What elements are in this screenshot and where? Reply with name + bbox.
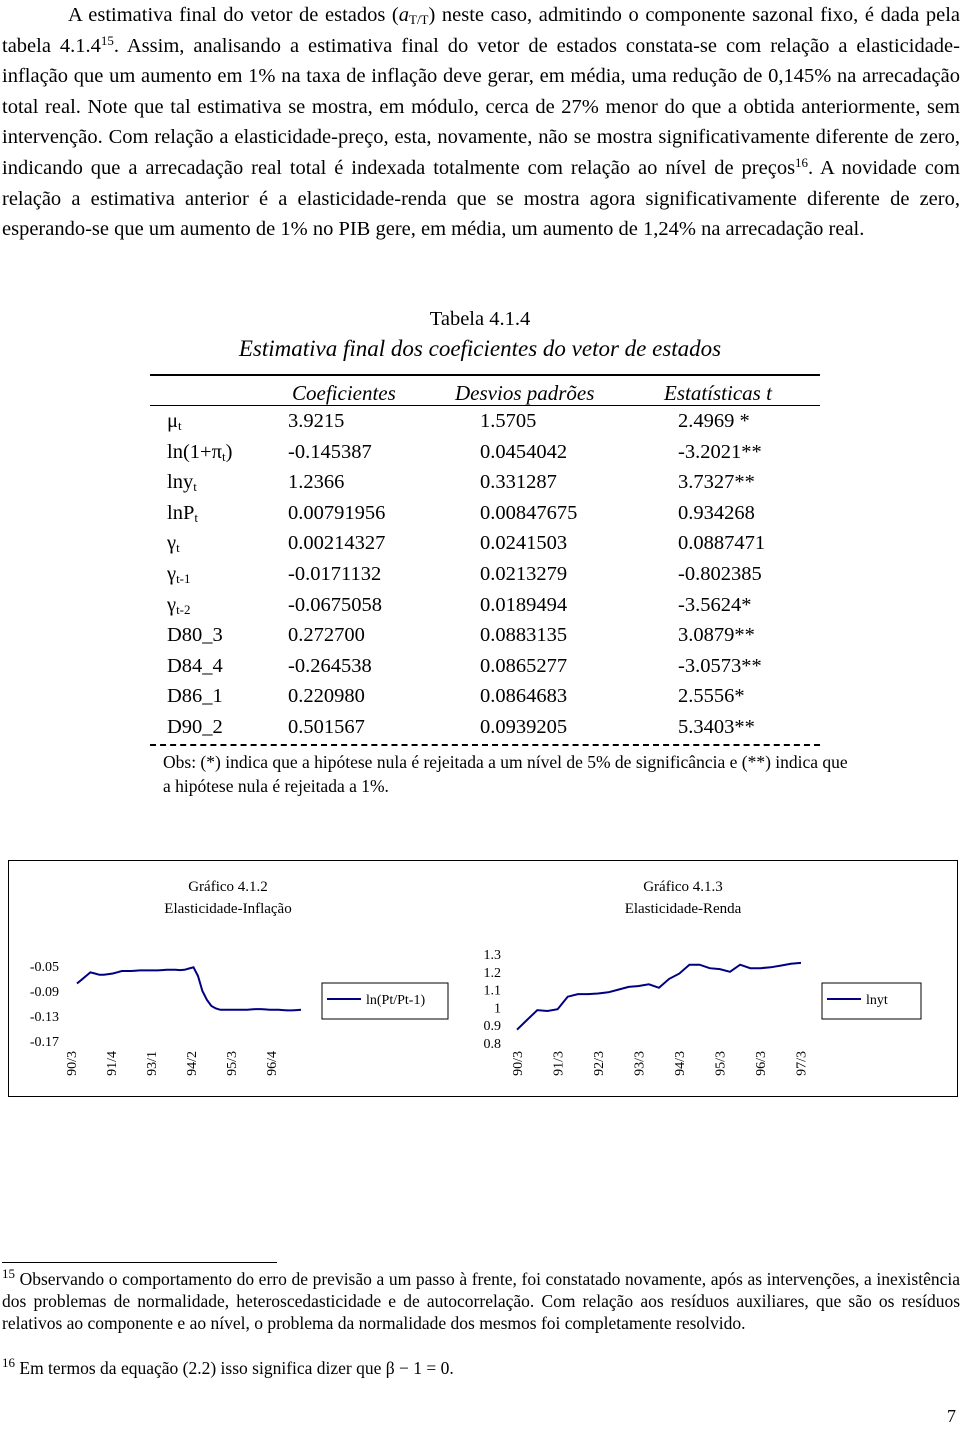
x-tick-label: 93/1	[145, 1051, 160, 1076]
cell-tstat: -3.2021**	[678, 440, 762, 463]
table-row	[150, 563, 820, 594]
y-tick-label: -0.09	[29, 985, 59, 1000]
row-symbol: ln(1+π	[167, 440, 222, 463]
footnote-15	[2, 1266, 960, 1334]
table-row	[150, 441, 820, 472]
table-row	[150, 532, 820, 563]
table-row	[150, 594, 820, 625]
row-symbol: lnP	[167, 501, 195, 524]
cell-sd: 0.331287	[480, 471, 557, 494]
row-label	[167, 563, 191, 586]
x-tick-label: 91/4	[105, 1051, 120, 1076]
header-tstat: Estatísticas t	[664, 381, 772, 405]
table-row	[150, 471, 820, 502]
x-tick-label: 93/3	[632, 1051, 648, 1076]
row-label	[167, 685, 223, 708]
cell-tstat: 0.934268	[678, 501, 755, 524]
row-label	[167, 532, 180, 555]
chart2-title: Gráfico 4.1.3	[643, 879, 723, 895]
row-symbol: D90_2	[167, 716, 223, 738]
footnote-16-text: Em termos da equação (2.2) isso significa dizer que β − 1 = 0.	[15, 1358, 454, 1378]
row-symbol-subscript: t-1	[176, 571, 191, 586]
row-label	[167, 716, 223, 739]
state-vector-subscript: T/T	[409, 12, 429, 27]
cell-sd: 0.0454042	[480, 440, 568, 463]
cell-tstat: 0.0887471	[678, 532, 766, 555]
y-tick-label: -0.05	[29, 960, 59, 975]
cell-coef: 3.9215	[288, 410, 345, 432]
y-tick-label: 1	[494, 1001, 501, 1017]
chart2-legend-label: lnyt	[866, 993, 888, 1008]
row-symbol-subscript: t	[221, 448, 226, 464]
cell-tstat: 2.5556*	[678, 685, 745, 708]
cell-sd: 1.5705	[480, 410, 537, 432]
table-title: Estimativa final dos coeficientes do vetor de estados	[238, 336, 722, 361]
table-row	[150, 685, 820, 716]
footnote-16-number: 16	[2, 1355, 15, 1370]
cell-coef: -0.264538	[288, 654, 372, 677]
row-label	[167, 655, 223, 678]
charts-frame	[8, 860, 958, 1097]
cell-coef: -0.0171132	[288, 563, 382, 585]
x-tick-label: 94/2	[185, 1051, 200, 1076]
row-symbol: D86_1	[167, 685, 223, 708]
page-number: 7	[947, 1406, 956, 1426]
series-line	[77, 967, 301, 1010]
chart1-subtitle: Elasticidade-Inflação	[164, 901, 292, 917]
x-tick-label: 90/3	[511, 1051, 526, 1076]
row-symbol: γ	[167, 563, 177, 585]
footnote-15-number: 15	[2, 1266, 15, 1281]
table-row	[150, 624, 820, 655]
row-symbol-subscript: t-2	[176, 601, 191, 617]
cell-coef: 0.220980	[288, 685, 365, 708]
y-tick-label: -0.13	[29, 1010, 59, 1025]
chart-elasticidade-renda	[484, 879, 922, 1076]
table-caption: Tabela 4.1.4	[429, 308, 531, 330]
cell-tstat: 3.7327**	[678, 471, 755, 494]
chart1-legend-label: ln(Pt/Pt-1)	[366, 993, 426, 1008]
x-tick-label: 91/3	[551, 1051, 567, 1076]
cell-sd: 0.0189494	[480, 593, 568, 616]
cell-coef: -0.145387	[288, 440, 372, 463]
cell-sd: 0.0241503	[480, 532, 568, 555]
cell-coef: 0.00214327	[288, 532, 386, 555]
x-tick-label: 96/4	[265, 1051, 280, 1076]
footnote-15-text: Observando o comportamento do erro de previsão a um passo à frente, foi constatado novamente, após as intervenções, a inexistência dos problemas de normalidade, heteroscedasticidade e de autocorrelação. Com relação aos resíduos auxiliares, que são os resíduos relativos ao componente e ao nível, o problema da normalidade dos mesmos foi completamente resolvido.	[2, 1269, 960, 1333]
footnote-ref-15[interactable]: 15	[100, 32, 114, 48]
cell-tstat: -3.0573**	[678, 654, 762, 677]
x-tick-label: 94/3	[673, 1051, 688, 1076]
y-tick-label: 0.9	[483, 1019, 501, 1035]
row-label	[167, 594, 191, 617]
row-symbol: lny	[167, 471, 194, 494]
cell-tstat: 2.4969 *	[678, 410, 750, 432]
state-vector-symbol: a	[398, 4, 409, 26]
table-row	[150, 655, 820, 686]
body-paragraph	[2, 0, 960, 245]
cell-sd: 0.0864683	[480, 685, 568, 708]
cell-coef: -0.0675058	[288, 593, 382, 616]
y-tick-label: -0.17	[29, 1035, 59, 1050]
x-tick-label: 95/3	[713, 1051, 729, 1076]
table-bottom-rule	[150, 744, 820, 746]
cell-sd: 0.0883135	[480, 624, 568, 647]
row-symbol: γ	[167, 593, 177, 616]
row-label	[167, 410, 182, 433]
table-row	[150, 716, 820, 747]
y-tick-label: 1.3	[483, 948, 501, 963]
body-text-1: A estimativa final do vetor de estados (	[68, 4, 399, 26]
x-tick-label: 95/3	[225, 1051, 240, 1076]
header-sd: Desvios padrões	[455, 381, 595, 405]
chart2-subtitle: Elasticidade-Renda	[624, 901, 742, 917]
cell-sd: 0.0939205	[480, 716, 568, 738]
cell-tstat: 5.3403**	[678, 716, 755, 738]
body-text-4: . A novidade com relação a estimativa anterior é a elasticidade-renda que se mostra agora significativamente diferente de zero, esperando-se que um aumento de 1% no PIB gere, em média, um aumento de 1,24% na arrecadação real.	[2, 156, 960, 241]
cell-tstat: -0.802385	[678, 563, 762, 585]
x-tick-label: 90/3	[65, 1051, 80, 1076]
x-tick-label: 92/3	[592, 1051, 607, 1076]
row-label	[167, 624, 223, 647]
body-text-3: . Assim, analisando a estimativa final do vetor de estados constata-se com relação a elasticidade-inflação que um aumento em 1% na taxa de inflação deve gerar, em média, uma redução de 0,145% na arrecadação total real. Note que tal estimativa se mostra, em módulo, cerca de 27% menor do que a obtida anteriormente, sem intervenção. Com relação a elasticidade-preço, esta, novamente, não se mostra significativamente diferente de zero, indicando que a arrecadação real total é indexada totalmente com relação ao nível de preços	[2, 34, 960, 179]
row-symbol-suffix: )	[225, 440, 233, 463]
x-tick-label: 96/3	[754, 1051, 769, 1076]
header-coef: Coeficientes	[292, 381, 396, 405]
footnote-ref-16[interactable]: 16	[795, 154, 809, 170]
body-text-2: ) neste caso, admitindo o componente sazonal fixo, é dada pela tabela 4.1.4	[2, 4, 960, 57]
series-line	[517, 963, 801, 1030]
row-label	[167, 502, 198, 525]
row-symbol: γ	[167, 532, 177, 555]
charts-svg	[9, 861, 957, 1096]
cell-coef: 1.2366	[288, 471, 345, 494]
table-row	[150, 410, 820, 441]
table-header-row	[150, 381, 820, 412]
footnote-rule	[2, 1262, 277, 1263]
cell-tstat: 3.0879**	[678, 624, 755, 647]
chart1-title: Gráfico 4.1.2	[188, 879, 268, 895]
row-label	[167, 471, 197, 494]
row-symbol-subscript: t	[194, 509, 198, 525]
row-symbol: D84_4	[167, 654, 223, 677]
table-header-rule	[150, 405, 820, 406]
table-note: Obs: (*) indica que a hipótese nula é rejeitada a um nível de 5% de significância e (**) indica que a hipótese nula é rejeitada a 1%.	[163, 752, 848, 796]
cell-sd: 0.00847675	[480, 501, 578, 524]
table-top-rule	[150, 374, 820, 376]
row-symbol: μ	[167, 410, 178, 432]
cell-sd: 0.0213279	[480, 563, 568, 585]
row-label	[167, 441, 232, 464]
cell-coef: 0.501567	[288, 716, 365, 738]
table-row	[150, 502, 820, 533]
y-tick-label: 1.2	[483, 965, 501, 981]
y-tick-label: 1.1	[483, 983, 501, 999]
row-symbol-subscript: t	[193, 479, 197, 495]
cell-sd: 0.0865277	[480, 654, 568, 677]
footnote-16	[2, 1355, 960, 1380]
cell-coef: 0.00791956	[288, 501, 386, 524]
cell-coef: 0.272700	[288, 624, 365, 647]
x-tick-label: 97/3	[794, 1051, 810, 1076]
row-symbol-subscript: t	[176, 540, 180, 556]
row-symbol-subscript: t	[178, 418, 182, 433]
chart-elasticidade-inflacao	[30, 879, 448, 1076]
y-tick-label: 0.8	[483, 1037, 501, 1052]
row-symbol: D80_3	[167, 624, 223, 647]
cell-tstat: -3.5624*	[678, 593, 752, 616]
